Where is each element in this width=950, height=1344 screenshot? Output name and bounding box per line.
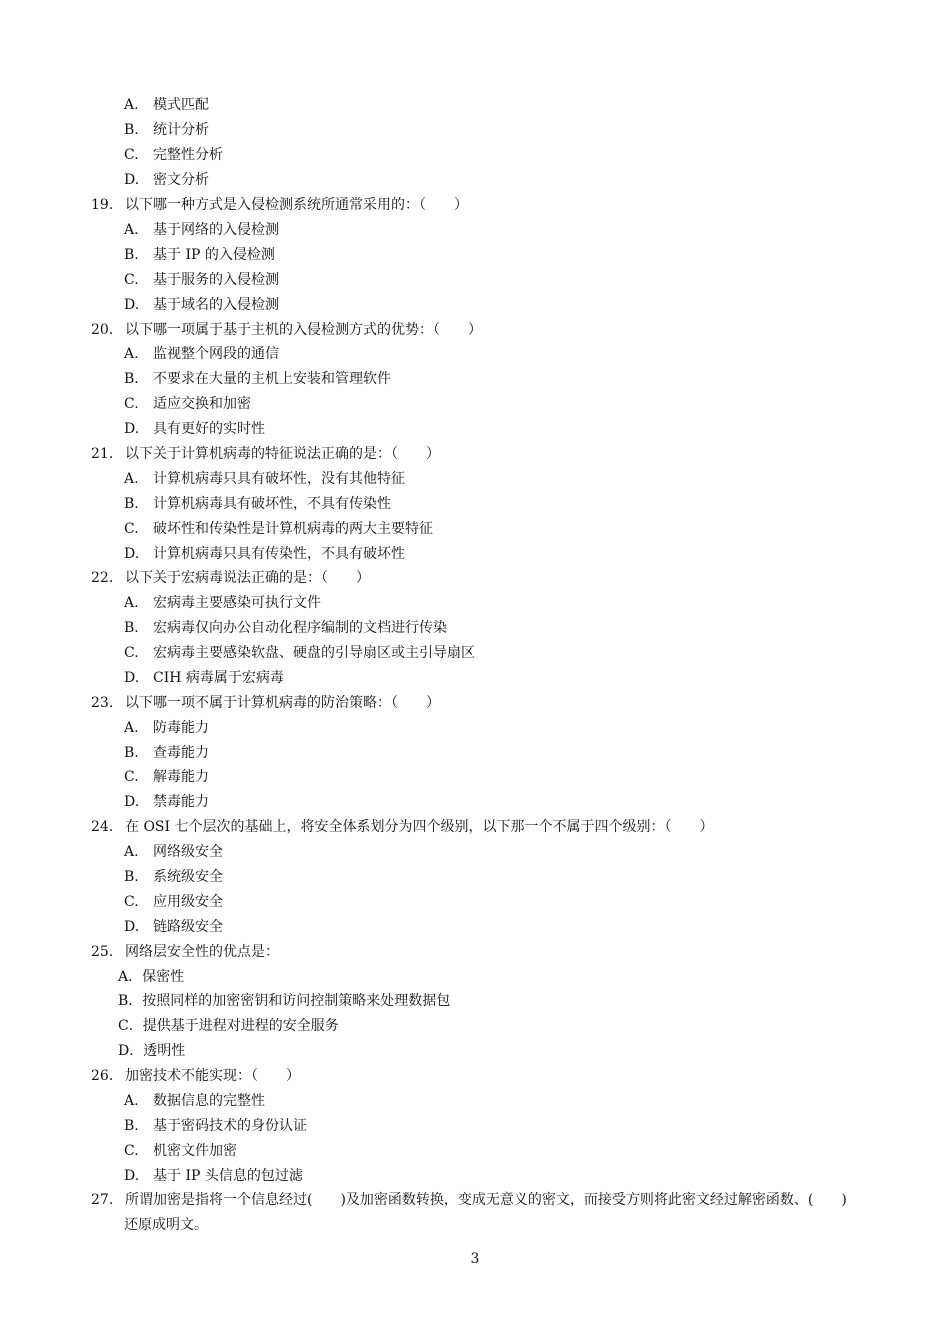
option-a: A. 防毒能力 [124,720,209,736]
option-b: B. 计算机病毒具有破坏性，不具有传染性 [124,496,391,512]
option-b: B. 统计分析 [124,122,209,138]
option-a: A. 网络级安全 [124,844,223,860]
option-a: A. 宏病毒主要感染可执行文件 [124,595,321,611]
option-b: B. 查毒能力 [124,745,209,761]
option-b: B．按照同样的加密密钥和访问控制策略来处理数据包 [118,993,451,1009]
question-21: 21. 以下关于计算机病毒的特征说法正确的是：（ ） [91,446,440,462]
option-d: D. 具有更好的实时性 [124,421,265,437]
question-27: 27. 所谓加密是指将一个信息经过( )及加密函数转换，变成无意义的密文，而接受方则将此密文经过解密函数、( ) [91,1192,847,1208]
question-23: 23. 以下哪一项不属于计算机病毒的防治策略：（ ） [91,695,440,711]
option-d: D. 基于 IP 头信息的包过滤 [124,1168,303,1184]
option-b: B. 基于 IP 的入侵检测 [124,247,275,263]
option-d: D. CIH 病毒属于宏病毒 [124,670,284,686]
option-c: C. 应用级安全 [124,894,223,910]
option-b: B. 不要求在大量的主机上安装和管理软件 [124,371,391,387]
question-26: 26. 加密技术不能实现：（ ） [91,1068,300,1084]
option-a: A. 监视整个网段的通信 [124,346,279,362]
option-c: C. 解毒能力 [124,769,209,785]
question-27-continuation: 还原成明文。 [124,1217,208,1233]
question-24: 24. 在 OSI 七个层次的基础上，将安全体系划分为四个级别，以下那一个不属于四个级别：（ ） [91,819,714,835]
option-b: B. 基于密码技术的身份认证 [124,1118,307,1134]
option-c: C. 机密文件加密 [124,1143,237,1159]
option-c: C. 适应交换和加密 [124,396,251,412]
question-25: 25. 网络层安全性的优点是： [91,944,279,960]
option-d: D. 链路级安全 [124,919,223,935]
option-b: B. 系统级安全 [124,869,223,885]
option-c: C．提供基于进程对进程的安全服务 [118,1018,339,1034]
option-a: A. 模式匹配 [124,97,209,113]
option-b: B. 宏病毒仅向办公自动化程序编制的文档进行传染 [124,620,447,636]
option-a: A. 基于网络的入侵检测 [124,222,279,238]
option-a: A. 计算机病毒只具有破坏性，没有其他特征 [124,471,405,487]
option-c: C. 宏病毒主要感染软盘、硬盘的引导扇区或主引导扇区 [124,645,475,661]
option-c: C. 基于服务的入侵检测 [124,272,279,288]
option-d: D. 计算机病毒只具有传染性，不具有破坏性 [124,546,405,562]
option-c: C. 完整性分析 [124,147,223,163]
option-d: D．透明性 [118,1043,186,1059]
option-d: D. 禁毒能力 [124,794,209,810]
option-a: A．保密性 [118,969,185,985]
option-a: A. 数据信息的完整性 [124,1093,265,1109]
option-c: C. 破坏性和传染性是计算机病毒的两大主要特征 [124,521,433,537]
option-d: D. 基于域名的入侵检测 [124,297,279,313]
question-20: 20. 以下哪一项属于基于主机的入侵检测方式的优势：（ ） [91,322,482,338]
question-19: 19. 以下哪一种方式是入侵检测系统所通常采用的：（ ） [91,197,468,213]
option-d: D. 密文分析 [124,172,209,188]
question-22: 22. 以下关于宏病毒说法正确的是：（ ） [91,570,370,586]
page-number: 3 [470,1251,480,1267]
